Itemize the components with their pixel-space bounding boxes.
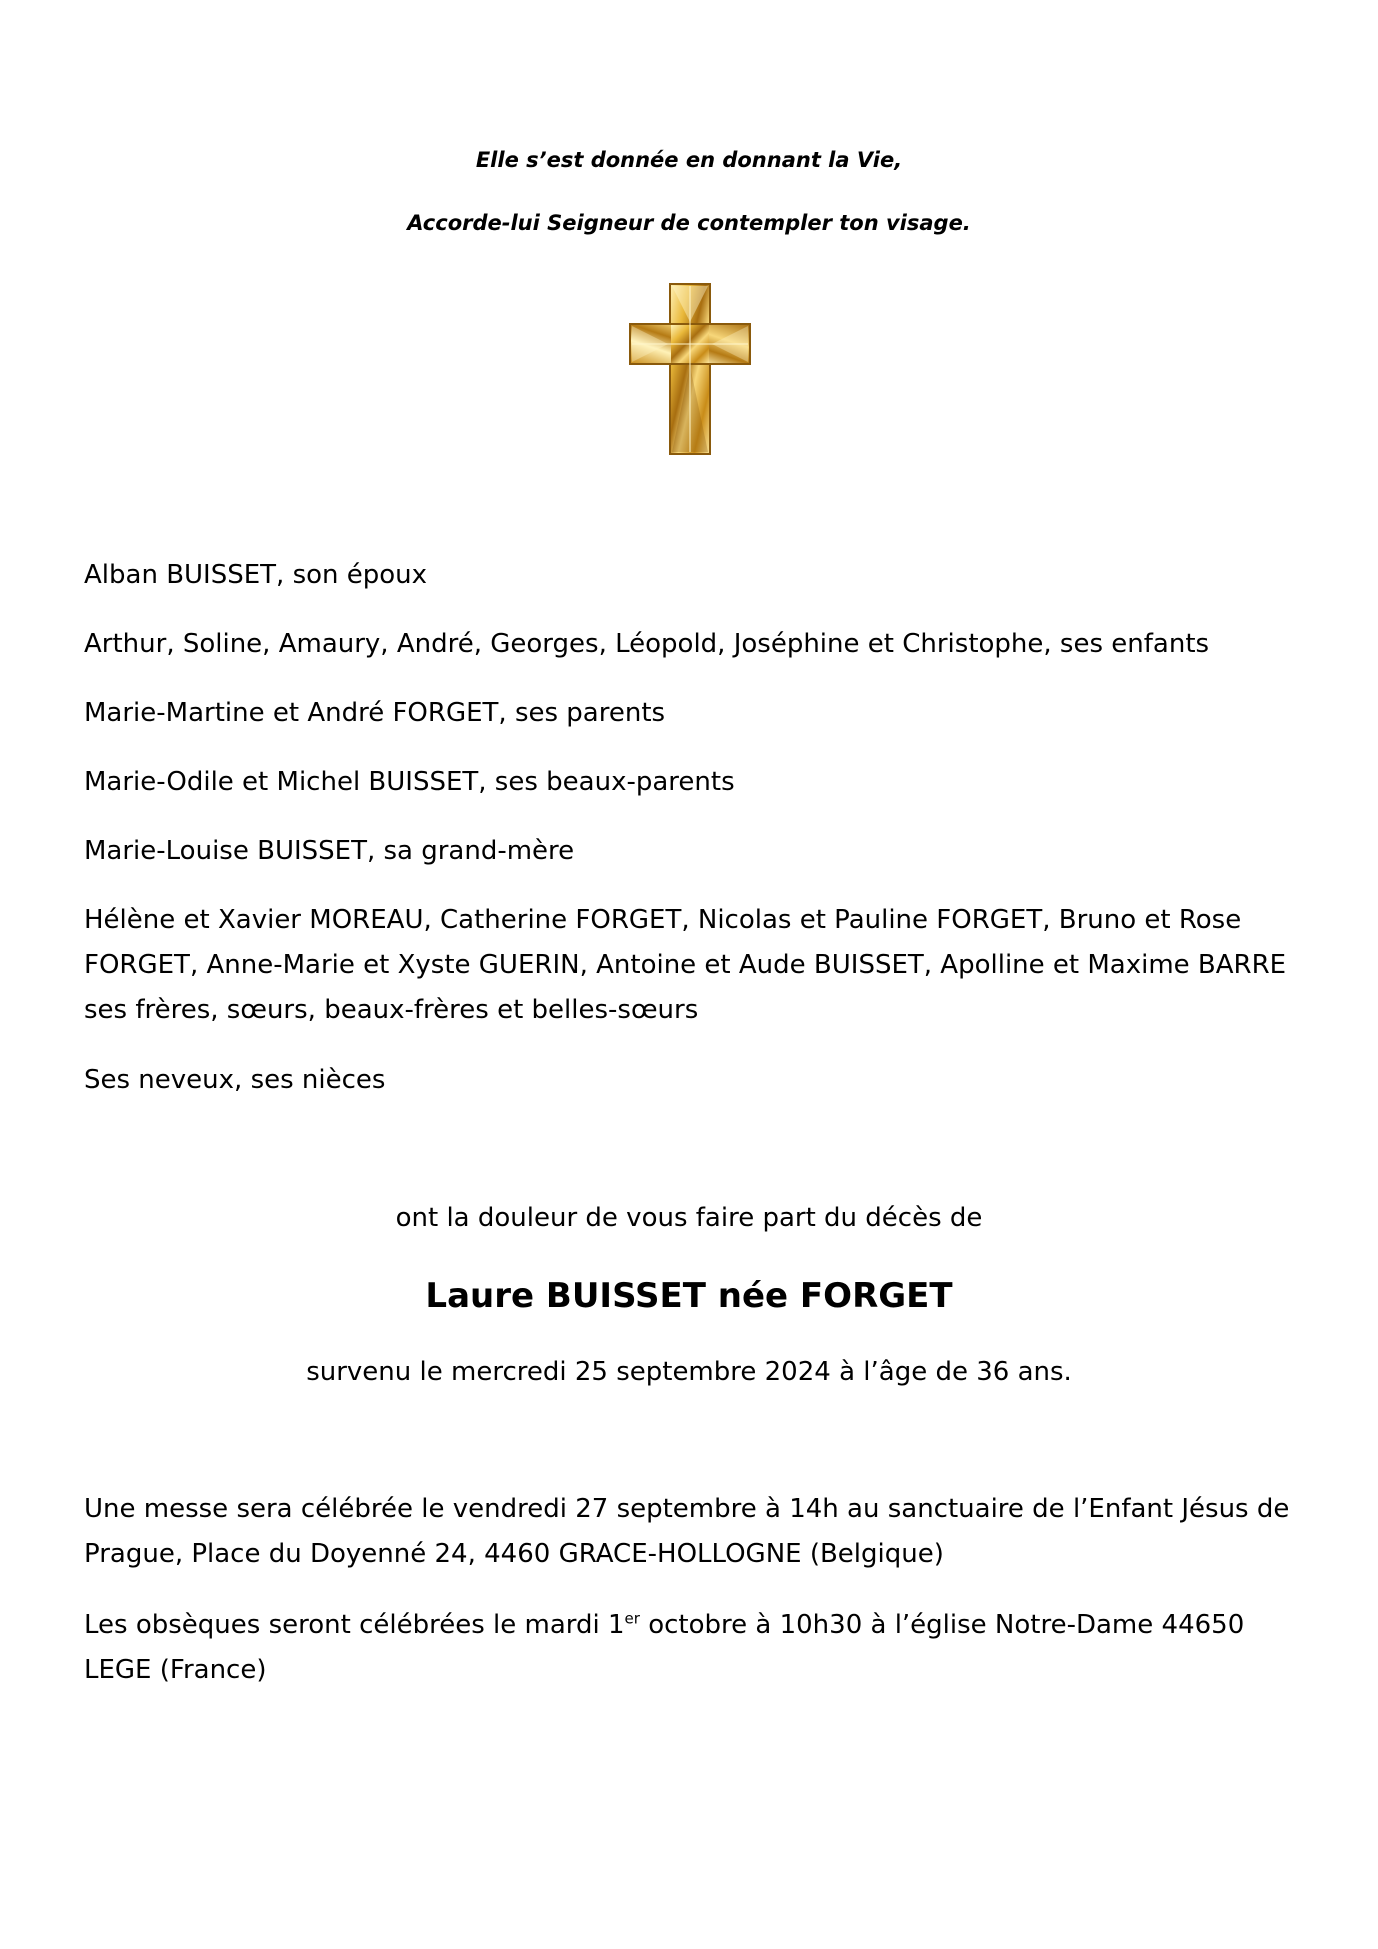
- funeral-info-start: Les obsèques seront célébrées le mardi 1: [84, 1610, 625, 1640]
- announcement-intro: ont la douleur de vous faire part du décès de: [395, 1203, 983, 1233]
- family-spouse: Alban BUISSET, son époux: [84, 560, 428, 590]
- mass-info: Une messe sera célébrée le vendredi 27 septembre à 14h au sanctuaire de l’Enfant Jésus de Prague, Place du Doyenné 24, 4460 GRACE-HOLLOGNE (Belgique): [84, 1494, 1290, 1569]
- family-children: Arthur, Soline, Amaury, André, Georges, Léopold, Joséphine et Christophe, ses enfants: [84, 629, 1210, 659]
- gold-cross-icon: [628, 282, 752, 456]
- epigraph-line-1: Elle s’est donnée en donnant la Vie,: [475, 148, 903, 172]
- funeral-info: [84, 1603, 1304, 1693]
- funeral-info-superscript: er: [624, 1609, 640, 1628]
- family-in-laws: Marie-Odile et Michel BUISSET, ses beaux-parents: [84, 767, 735, 797]
- announcement-date: survenu le mercredi 25 septembre 2024 à l’âge de 36 ans.: [306, 1357, 1072, 1387]
- deceased-name: Laure BUISSET née FORGET: [425, 1276, 953, 1316]
- epigraph-line-2: Accorde-lui Seigneur de contempler ton visage.: [407, 211, 971, 235]
- family-grandmother: Marie-Louise BUISSET, sa grand-mère: [84, 836, 575, 866]
- family-nephews-nieces: Ses neveux, ses nièces: [84, 1065, 386, 1095]
- family-parents: Marie-Martine et André FORGET, ses parents: [84, 698, 666, 728]
- family-siblings: Hélène et Xavier MOREAU, Catherine FORGET, Nicolas et Pauline FORGET, Bruno et Rose FORGET, Anne-Marie et Xyste GUERIN, Antoine et Aude BUISSET, Apolline et Maxime BARRE ses frères, sœurs, beaux-frères et belles-sœurs: [84, 905, 1287, 1025]
- funeral-info-end: octobre à 10h30 à l’église Notre-Dame 44650 LEGE (France): [84, 1610, 1245, 1685]
